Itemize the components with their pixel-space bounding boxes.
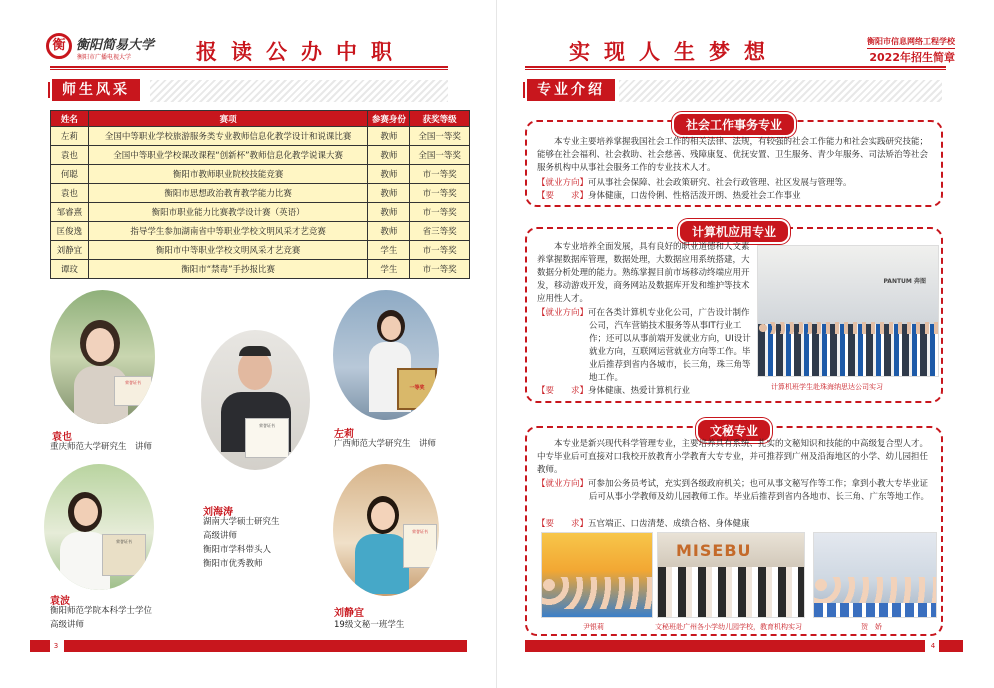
major-job <box>537 478 933 504</box>
req-text: 身体健康、热爱计算机行业 <box>588 386 691 396</box>
table-cell: 学生 <box>368 260 410 279</box>
table-cell: 全国中等职业学校课改课程“创新杯”教师信息化教学说课大赛 <box>88 146 368 165</box>
footer-bar <box>64 640 467 652</box>
photo-yuanye <box>50 290 155 424</box>
table-cell: 学生 <box>368 241 410 260</box>
table-cell: 教师 <box>368 222 410 241</box>
table-cell: 衡阳市“禁毒”手抄报比赛 <box>88 260 368 279</box>
table-row <box>51 203 470 222</box>
job-text: 可在各类计算机专业化公司，广告设计制作公司，汽车营销技术服务等从事IT行业工作；还可以从事前端开发就业方向，UI设计就业方向，互联网运营就业方向等工作。毕业后推荐到省内各城市，长三角，珠三角等地工作。 <box>588 308 751 383</box>
secretary-photo-1 <box>541 532 653 618</box>
footer-bar <box>525 640 925 652</box>
major-box-secretary <box>525 426 943 636</box>
right-page <box>497 0 994 688</box>
photo-liujingyi <box>333 464 439 596</box>
photo-caption: 贺 娇 <box>861 623 882 631</box>
table-cell: 衡阳市思想政治教育教学能力比赛 <box>88 184 368 203</box>
req-text: 身体健康，口齿伶俐、性格活泼开朗、热爱社会工作事业 <box>588 191 801 201</box>
job-label: 【就业方向】 <box>537 479 589 489</box>
photo-caption: 计算机班学生赴珠海纳思达公司实习 <box>771 383 883 391</box>
person-desc: 高级讲师 <box>50 620 85 630</box>
major-title: 社会工作事务专业 <box>672 112 796 137</box>
person-name: 袁波 <box>50 596 70 607</box>
table-header-row <box>51 111 470 127</box>
section-hatch <box>619 80 942 102</box>
major-box-social-work <box>525 120 943 207</box>
photo-liuhaitao <box>201 330 310 470</box>
person-name: 左莉 <box>334 429 354 440</box>
brochure-header <box>867 36 955 65</box>
table-cell: 何聪 <box>51 165 89 184</box>
table-cell: 市一等奖 <box>410 184 470 203</box>
major-intro: 本专业培养全面发展，具有良好的职业道德和人文素养掌握数据库管理，数据处理，大数据应用系统搭建，大数据分析处理的能力。熟练掌握目前市场移动终端应用开发，移动游戏开发，商务网站及数据库开发和维护等技术应用性人才。 <box>537 242 750 304</box>
major-job <box>537 307 751 385</box>
section-title-teachers: 师生风采 <box>52 79 140 101</box>
major-job <box>537 177 933 190</box>
right-header-title: 实现人生梦想 <box>569 39 779 64</box>
footer-bar-left <box>30 640 50 652</box>
certificate-image: 荣誉证书 <box>403 524 437 568</box>
major-intro: 本专业是新兴现代科学管理专业，主要培养具有系统、扎实的文秘知识和技能的中高级复合型人才。中专毕业后可直接对口我校开放教育小学教育大专专业，并可推荐到广州及沿海地区的小学、幼儿园担任教师。 <box>537 439 929 475</box>
person-desc: 高级讲师 <box>203 531 238 541</box>
req-label: 【要 求】 <box>537 386 589 396</box>
brochure-title: 2022年招生简章 <box>867 48 955 65</box>
person-desc: 衡阳市学科带头人 <box>203 545 272 555</box>
table-cell: 袁也 <box>51 184 89 203</box>
logo-name: 衡阳简易大学 <box>76 38 155 53</box>
table-cell: 市一等奖 <box>410 203 470 222</box>
left-header-title: 报读公办中职 <box>196 39 406 64</box>
job-text: 可参加公务员考试，充实到各级政府机关；也可从事文秘写作等工作；拿到小教大专毕业证后可从事小学教师及幼儿园教师工作。毕业后推荐到省内各地市、长三角、广东等地工作。 <box>588 479 930 502</box>
photo-sign: PANTUM 奔图 <box>883 278 926 285</box>
table-cell: 衡阳市职业能力比赛教学设计赛（英语） <box>88 203 368 222</box>
table-cell: 左莉 <box>51 127 89 146</box>
req-text: 五官端正、口齿清楚、成绩合格、身体健康 <box>588 519 750 529</box>
major-title: 文秘专业 <box>696 418 772 443</box>
req-label: 【要 求】 <box>537 519 589 529</box>
person-desc: 衡阳市优秀教师 <box>203 559 263 569</box>
page-number: 4 <box>927 640 939 652</box>
table-row <box>51 127 470 146</box>
table-row <box>51 241 470 260</box>
table-cell: 教师 <box>368 146 410 165</box>
table-cell: 教师 <box>368 184 410 203</box>
req-label: 【要 求】 <box>537 191 589 201</box>
photo-caption: 尹银莉 <box>583 623 604 631</box>
col-header: 赛项 <box>88 111 368 127</box>
col-header: 姓名 <box>51 111 89 127</box>
table-row <box>51 165 470 184</box>
table-cell: 匡俊逸 <box>51 222 89 241</box>
photo-zuoli <box>333 290 439 420</box>
page-number: 3 <box>50 640 62 652</box>
job-label: 【就业方向】 <box>537 178 589 188</box>
table-cell: 谭玟 <box>51 260 89 279</box>
award-plaque-image: 一等奖 <box>397 368 437 410</box>
header-divider-thin <box>50 69 448 70</box>
person-desc: 衡阳师范学院本科学士学位 <box>50 606 153 616</box>
major-title: 计算机应用专业 <box>678 219 790 244</box>
photo-sign: MISEBU <box>676 541 752 560</box>
footer-bar-right <box>939 640 963 652</box>
table-cell: 全国中等职业学校旅游服务类专业教师信息化教学设计和说课比赛 <box>88 127 368 146</box>
table-cell: 市一等奖 <box>410 241 470 260</box>
awards-table <box>50 110 470 279</box>
header-divider <box>525 66 946 68</box>
job-label: 【就业方向】 <box>537 308 589 318</box>
school-name: 衡阳市信息网络工程学校 <box>867 37 955 46</box>
major-req <box>537 385 751 398</box>
logo-emblem-icon: 衡 <box>46 33 72 59</box>
table-cell: 市一等奖 <box>410 260 470 279</box>
secretary-photo-2 <box>657 532 805 618</box>
photo-yuanbo <box>44 464 154 590</box>
certificate-image: 荣誉证书 <box>245 418 289 458</box>
table-cell: 全国一等奖 <box>410 146 470 165</box>
major-req <box>537 190 933 203</box>
person-desc: 19级文秘一班学生 <box>334 620 405 630</box>
person-name: 刘海涛 <box>203 507 233 518</box>
photo-caption: 文秘班赴广州各小学幼儿园学校，教育机构实习 <box>655 623 802 631</box>
table-cell: 袁也 <box>51 146 89 165</box>
table-cell: 省三等奖 <box>410 222 470 241</box>
table-row <box>51 260 470 279</box>
major-intro: 本专业主要培养掌握我国社会工作的相关法律、法规，有较强的社会工作能力和社会实践研究技能；能够在社会福利、社会救助、社会慈善、残障康复、优抚安置、卫生服务、青少年服务、司法矫治等社会服务机构中从事社会服务工作的专业技术人才。 <box>537 137 929 173</box>
major-box-computer <box>525 227 943 403</box>
table-cell: 全国一等奖 <box>410 127 470 146</box>
person-name: 袁也 <box>52 432 72 443</box>
table-row <box>51 222 470 241</box>
table-cell: 市一等奖 <box>410 165 470 184</box>
secretary-photo-3 <box>813 532 937 618</box>
certificate-image: 荣誉证书 <box>114 376 152 406</box>
header-divider <box>50 66 448 68</box>
school-logo <box>46 33 161 65</box>
certificate-image: 荣誉证书 <box>102 534 146 576</box>
computer-class-photo <box>757 245 939 377</box>
col-header: 参赛身份 <box>368 111 410 127</box>
table-row <box>51 184 470 203</box>
table-cell: 教师 <box>368 203 410 222</box>
person-desc: 重庆师范大学研究生 讲师 <box>50 442 153 452</box>
table-cell: 教师 <box>368 165 410 184</box>
person-desc: 广西师范大学研究生 讲师 <box>334 439 437 449</box>
person-desc: 湖南大学硕士研究生 <box>203 517 280 527</box>
table-cell: 衡阳市中等职业学校文明风采才艺竞赛 <box>88 241 368 260</box>
table-cell: 教师 <box>368 127 410 146</box>
person-name: 刘静宜 <box>334 608 364 619</box>
table-cell: 邹睿熹 <box>51 203 89 222</box>
section-title-majors: 专业介绍 <box>527 79 615 101</box>
table-row <box>51 146 470 165</box>
job-text: 可从事社会保障、社会政策研究、社会行政管理、社区发展与管理等。 <box>588 178 852 188</box>
section-hatch <box>150 80 448 102</box>
col-header: 获奖等级 <box>410 111 470 127</box>
table-cell: 指导学生参加湖南省中等职业学校文明风采才艺竞赛 <box>88 222 368 241</box>
table-cell: 衡阳市教师职业院校技能竞赛 <box>88 165 368 184</box>
logo-subtitle: 衡阳市广播电视大学 <box>77 54 132 61</box>
header-divider-thin <box>525 69 946 70</box>
table-cell: 刘静宜 <box>51 241 89 260</box>
major-req <box>537 518 933 531</box>
